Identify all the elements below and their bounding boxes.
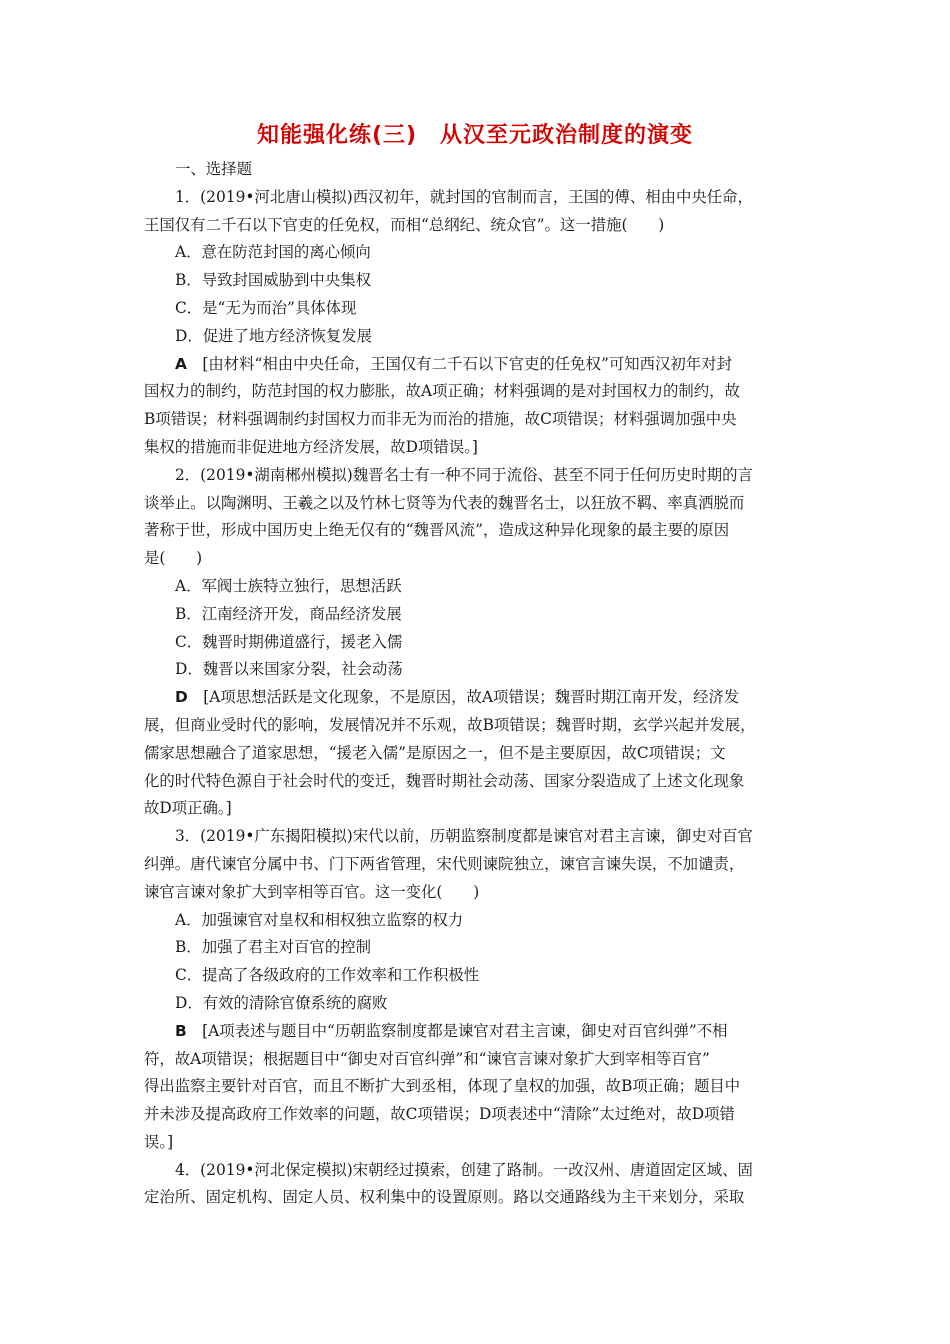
- question-stem: [144, 1157, 810, 1213]
- explanation-line: 儒家思想融合了道家思想，“援老入儒”是原因之一，但不是主要原因，故C项错误；文: [144, 743, 726, 762]
- answer-option: B．加强了君主对百官的控制: [175, 938, 371, 957]
- answer-key: D: [175, 688, 188, 707]
- answer-explanation: [144, 351, 810, 462]
- question-stem-line: 谈举止。以陶渊明、王羲之以及竹林七贤等为代表的魏晋名士，以狂放不羁、率真洒脱而: [144, 493, 745, 512]
- answer-option: D．有效的清除官僚系统的腐败: [175, 993, 388, 1012]
- answer-option: B．江南经济开发，商品经济发展: [175, 604, 402, 623]
- explanation-line: 故D项正确。]: [144, 799, 232, 818]
- question-stem: [144, 184, 810, 240]
- explanation-line: 展，但商业受时代的影响，发展情况并不乐观，故B项错误；魏晋时期，玄学兴起并发展，: [144, 715, 756, 734]
- question-stem-line: 谏官言谏对象扩大到宰相等百官。这一变化( ): [144, 882, 480, 901]
- explanation-line: 集权的措施而非促进地方经济发展，故D项错误。]: [144, 437, 478, 456]
- answer-option: C．提高了各级政府的工作效率和工作积极性: [175, 966, 480, 985]
- answer-key: B: [175, 1021, 187, 1040]
- answer-option: B．导致封国威胁到中央集权: [175, 271, 371, 290]
- question-stem: [144, 823, 810, 906]
- explanation-line: 化的时代特色源自于社会时代的变迁，魏晋时期社会动荡、国家分裂造成了上述文化现象: [144, 771, 745, 790]
- question-stem-line: 纠弹。唐代谏官分属中书、门下两省管理，宋代则谏院独立，谏官言谏失误，不加谴责，: [144, 854, 745, 873]
- document-body: [144, 156, 810, 1212]
- answer-key: A: [175, 354, 187, 373]
- explanation-line: 并未涉及提高政府工作效率的问题，故C项错误；D项表述中“清除”太过绝对，故D项错: [144, 1105, 735, 1124]
- question-stem: [144, 462, 810, 573]
- question-stem-line: 2．(2019•湖南郴州模拟)魏晋名士有一种不同于流俗、甚至不同于任何历史时期的言: [175, 465, 753, 484]
- question-stem-line: 定治所、固定机构、固定人员、权利集中的设置原则。路以交通路线为主干来划分，采取: [144, 1188, 745, 1207]
- answer-explanation: [144, 1018, 810, 1157]
- section-heading: 一、选择题: [175, 160, 252, 178]
- answer-option: D．魏晋以来国家分裂，社会动荡: [175, 660, 403, 679]
- answer-option: D．促进了地方经济恢复发展: [175, 326, 373, 345]
- explanation-line: [由材料“相由中央任命，王国仅有二千石以下官吏的任免权”可知西汉初年对封: [202, 354, 732, 373]
- question-stem-line: 3．(2019•广东揭阳模拟)宋代以前，历朝监察制度都是谏官对君主言谏，御史对百官: [175, 827, 753, 846]
- question-stem-line: 1．(2019•河北唐山模拟)西汉初年，就封国的官制而言，王国的傅、相由中央任命，: [175, 187, 753, 206]
- explanation-line: [A项思想活跃是文化现象，不是原因，故A项错误；魏晋时期江南开发，经济发: [203, 688, 740, 707]
- explanation-line: [A项表述与题目中“历朝监察制度都是谏官对君主言谏，御史对百官纠弹”不相: [202, 1021, 728, 1040]
- answer-explanation: [144, 684, 810, 823]
- explanation-line: B项错误；材料强调制约封国权力而非无为而治的措施，故C项错误；材料强调加强中央: [144, 410, 737, 429]
- answer-option: C．魏晋时期佛道盛行，援老入儒: [175, 632, 403, 651]
- page-title: 知能强化练(三) 从汉至元政治制度的演变: [256, 123, 694, 148]
- answer-option: A．加强谏官对皇权和相权独立监察的权力: [175, 910, 464, 929]
- answer-option: C．是“无为而治”具体体现: [175, 298, 357, 317]
- question-stem-line: 王国仅有二千石以下官吏的任免权，而相“总纲纪、统众官”。这一措施( ): [144, 215, 665, 234]
- answer-option: A．意在防范封国的离心倾向: [175, 243, 371, 262]
- explanation-line: 得出监察主要针对百官，而且不断扩大到丞相，体现了皇权的加强，故B项正确；题目中: [144, 1077, 741, 1096]
- answer-option: A．军阀士族特立独行，思想活跃: [175, 576, 402, 595]
- question-stem-line: 是( ): [144, 549, 203, 568]
- explanation-line: 符，故A项错误；根据题目中“御史对百官纠弹”和“谏官言谏对象扩大到宰相等百官”: [144, 1049, 710, 1068]
- explanation-line: 国权力的制约，防范封国的权力膨胀，故A项正确；材料强调的是对封国权力的制约，故: [144, 382, 740, 401]
- question-stem-line: 4．(2019•河北保定模拟)宋朝经过摸索，创建了路制。一改汉州、唐道固定区域、固: [175, 1160, 753, 1179]
- explanation-line: 误。]: [144, 1132, 174, 1151]
- question-stem-line: 著称于世，形成中国历史上绝无仅有的“魏晋风流”，造成这种异化现象的最主要的原因: [144, 521, 730, 540]
